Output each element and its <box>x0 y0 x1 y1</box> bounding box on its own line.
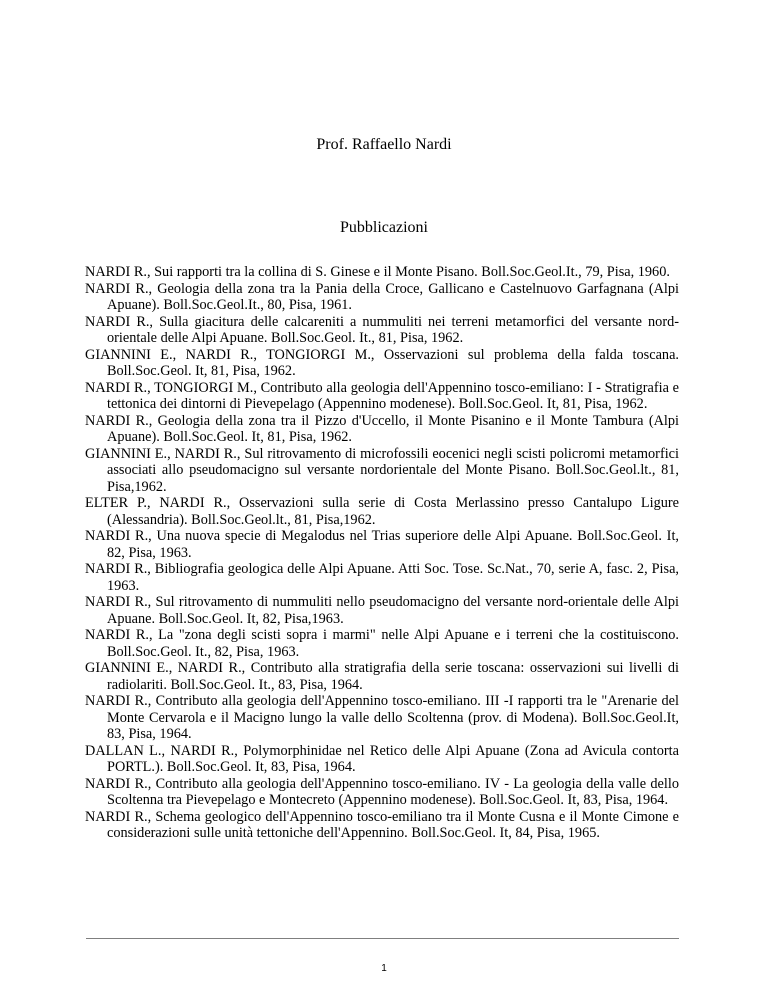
publication-entry: NARDI R., Una nuova specie di Megalodus nel Trias superiore delle Alpi Apuane. Boll.Soc.Geol. It, 82, Pisa, 1963. <box>85 528 679 561</box>
publication-entry: NARDI R., TONGIORGI M., Contributo alla geologia dell'Appennino tosco-emiliano: I - Stratigrafia e tettonica dei dintorni di Pievepelago (Appennino modenese). Boll.Soc.Geol. It, 81, Pisa, 1962. <box>85 379 679 412</box>
section-title: Pubblicazioni <box>340 219 428 236</box>
author-name: Prof. Raffaello Nardi <box>316 136 452 153</box>
publication-entry: NARDI R., Sulla giacitura delle calcareniti a nummuliti nei terreni metamorfici del versante nord-orientale delle Alpi Apuane. Boll.Soc.Geol. It., 81, Pisa, 1962. <box>85 313 679 346</box>
publication-entry: NARDI R., Sul ritrovamento di nummuliti nello pseudomacigno del versante nord-orientale delle Alpi Apuane. Boll.Soc.Geol. It, 82, Pisa,1963. <box>85 594 679 627</box>
page-number: 1 <box>381 963 387 974</box>
publication-entry: GIANNINI E., NARDI R., Contributo alla stratigrafia della serie toscana: osservazioni sui livelli di radiolariti. Boll.Soc.Geol. It., 83, Pisa, 1964. <box>85 660 679 693</box>
publication-entry: NARDI R., Contributo alla geologia dell'Appennino tosco-emiliano. III -I rapporti tra le "Arenarie del Monte Cervarola e il Macigno lungo la valle dello Scoltenna (prov. di Modena). Boll.Soc.Geol.It, 83, Pisa, 1964. <box>85 693 679 742</box>
publication-entry: GIANNINI E., NARDI R., TONGIORGI M., Osservazioni sul problema della falda toscana. Boll.Soc.Geol. It, 81, Pisa, 1962. <box>85 346 679 379</box>
publication-entry: ELTER P., NARDI R., Osservazioni sulla serie di Costa Merlassino presso Cantalupo Ligure (Alessandria). Boll.Soc.Geol.lt., 81, Pisa,1962. <box>85 495 679 528</box>
publication-entry: NARDI R., Contributo alla geologia dell'Appennino tosco-emiliano. IV - La geologia della valle dello Scoltenna tra Pievepelago e Montecreto (Appennino modenese). Boll.Soc.Geol. It, 83, Pisa, 1964. <box>85 775 679 808</box>
publication-entry: NARDI R., Geologia della zona tra il Pizzo d'Uccello, il Monte Pisanino e il Monte Tambura (Alpi Apuane). Boll.Soc.Geol. It, 81, Pisa, 1962. <box>85 412 679 445</box>
publication-entry: NARDI R., Bibliografia geologica delle Alpi Apuane. Atti Soc. Tose. Sc.Nat., 70, serie A, fasc. 2, Pisa, 1963. <box>85 561 679 594</box>
publication-entry: NARDI R., La "zona degli scisti sopra i marmi" nelle Alpi Apuane e i terreni che la costituiscono. Boll.Soc.Geol. It., 82, Pisa, 1963. <box>85 627 679 660</box>
publication-entry: NARDI R., Schema geologico dell'Appennino tosco-emiliano tra il Monte Cusna e il Monte Cimone e considerazioni sulle unità tettoniche dell'Appennino. Boll.Soc.Geol. It, 84, Pisa, 1965. <box>85 808 679 841</box>
publication-list <box>85 264 679 842</box>
publication-entry: DALLAN L., NARDI R., Polymorphinidae nel Retico delle Alpi Apuane (Zona ad Avicula contorta PORTL.). Boll.Soc.Geol. It, 83, Pisa, 1964. <box>85 742 679 775</box>
publication-entry: GIANNINI E., NARDI R., Sul ritrovamento di microfossili eocenici negli scisti policromi metamorfici associati allo pseudomacigno sul versante nordorientale del Monte Pisano. Boll.Soc.Geol.lt., 81, Pisa,1962. <box>85 445 679 495</box>
publication-entry: NARDI R., Sui rapporti tra la collina di S. Ginese e il Monte Pisano. Boll.Soc.Geol.It., 79, Pisa, 1960. <box>85 264 670 280</box>
publication-entry: NARDI R., Geologia della zona tra la Pania della Croce, Gallicano e Castelnuovo Garfagnana (Alpi Apuane). Boll.Soc.Geol.It., 80, Pisa, 1961. <box>85 280 679 313</box>
footer-divider <box>86 938 679 939</box>
